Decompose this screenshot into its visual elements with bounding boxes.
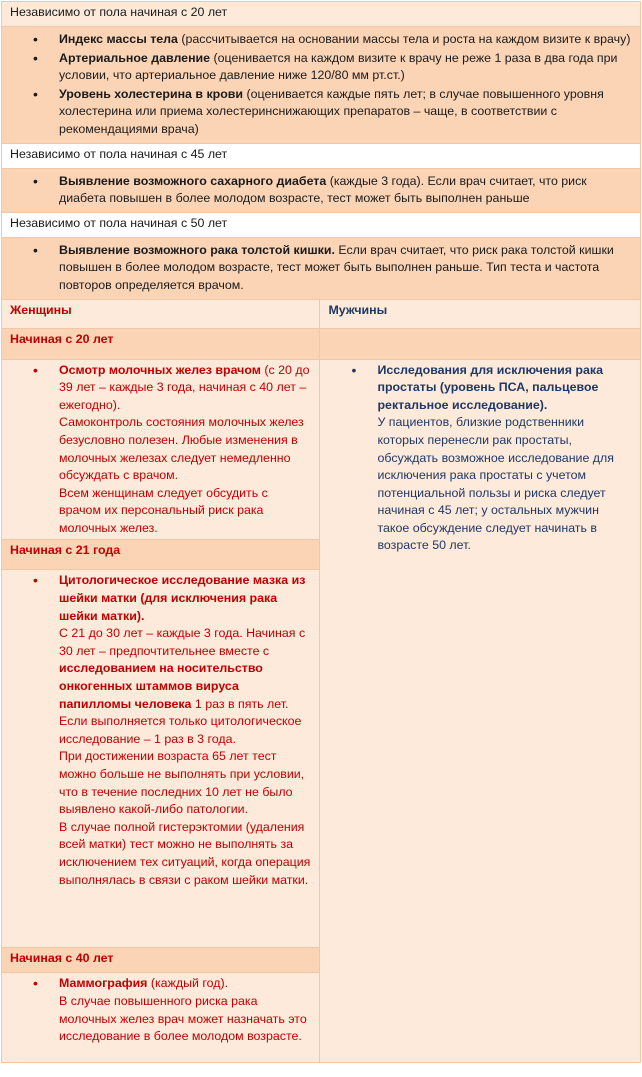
women-age-40-body — [2, 973, 320, 1063]
section-header-20: Независимо от пола начиная с 20 лет — [2, 2, 641, 27]
list-item-breast-exam: • Осмотр молочных желез врачом (с 20 до 39 лет – каждые 3 года, начиная с 40 лет – ежегодно). Самоконтроль состояния молочных желез безусловно полезен. Любые изменения в молочных железах следует немедленно обсуждать с врачом. Всем женщинам следует обсудить с врачом их персональный риск рака молочных желез. — [59, 362, 311, 538]
women-age-40-label: Начиная с 40 лет — [2, 948, 320, 973]
men-empty-band — [320, 328, 641, 359]
list-item-cholesterol: • Уровень холестерина в крови (оценивается каждые пять лет; в случае повышенного уровня холестерина или приема холестеринснижающих препаратов – чаще, в соответствии с рекомендациями врача) — [59, 86, 632, 139]
women-age-21-label: Начиная с 21 года — [2, 540, 320, 570]
women-age-20-label: Начиная с 20 лет — [2, 328, 320, 359]
section-body-50 — [2, 237, 641, 299]
women-age-21-body — [2, 570, 320, 948]
screening-document — [0, 1, 642, 1077]
column-header-women: Женщины — [2, 299, 320, 328]
list-item-cytology: • Цитологическое исследование мазка из шейки матки (для исключения рака шейки матки). С 21 до 30 лет – каждые 3 года. Начиная с 30 лет – предпочтительнее вместе с исследованием на носительство онкогенных штаммов вируса папилломы человека 1 раз в пять лет. Если выполняется только цитологическое исследование – 1 раз в 3 года. При достижении возраста 65 лет тест можно больше не выполнять при условии, что в течение последних 10 лет не было выявлено какой-либо патологии. В случае полной гистерэктомии (удаления всей матки) тест можно не выполнять за исключением тех ситуаций, когда операция выполнялась в связи с раком шейки матки. — [59, 572, 313, 889]
list-item-diabetes: • Выявление возможного сахарного диабета (каждые 3 года). Если врач считает, что риск диабета повышен в более молодом возрасте, тест может быть выполнен раньше — [59, 173, 632, 208]
column-header-men: Мужчины — [320, 299, 641, 328]
section-body-20 — [2, 27, 641, 144]
list-item-colon-cancer: • Выявление возможного рака толстой кишки. Если врач считает, что риск рака толстой кишки повышен в более молодом возрасте, тест может быть выполнен раньше. Тип теста и частота повторов определяется врачом. — [59, 242, 632, 295]
list-item-mammography: • Маммография (каждый год). В случае повышенного риска рака молочных желез врач может назначать это исследование в более молодом возрасте. — [59, 975, 311, 1045]
section-header-45: Независимо от пола начиная с 45 лет — [2, 143, 641, 168]
section-header-50: Независимо от пола начиная с 50 лет — [2, 212, 641, 237]
section-body-45 — [2, 168, 641, 212]
men-body — [320, 359, 641, 1063]
list-item-blood-pressure: • Артериальное давление (оценивается на каждом визите к врачу не реже 1 раза в два года при условии, что артериальное давление ниже 120/80 мм рт.ст.) — [59, 50, 632, 85]
screening-table — [1, 1, 641, 1063]
list-item-bmi: • Индекс массы тела (рассчитывается на основании массы тела и роста на каждом визите к врачу) — [59, 31, 632, 49]
list-item-prostate: • Исследования для исключения рака простаты (уровень ПСА, пальцевое ректальное исследование). У пациентов, близкие родственники которых перенесли рак простаты, обсуждать возможное исследование для исключения рака простаты с учетом потенциальной пользы и риска следует начиная с 45 лет; у остальных мужчин такое обсуждение следует начинать в возрасте 50 лет. — [377, 362, 632, 556]
women-age-20-body — [2, 359, 320, 540]
